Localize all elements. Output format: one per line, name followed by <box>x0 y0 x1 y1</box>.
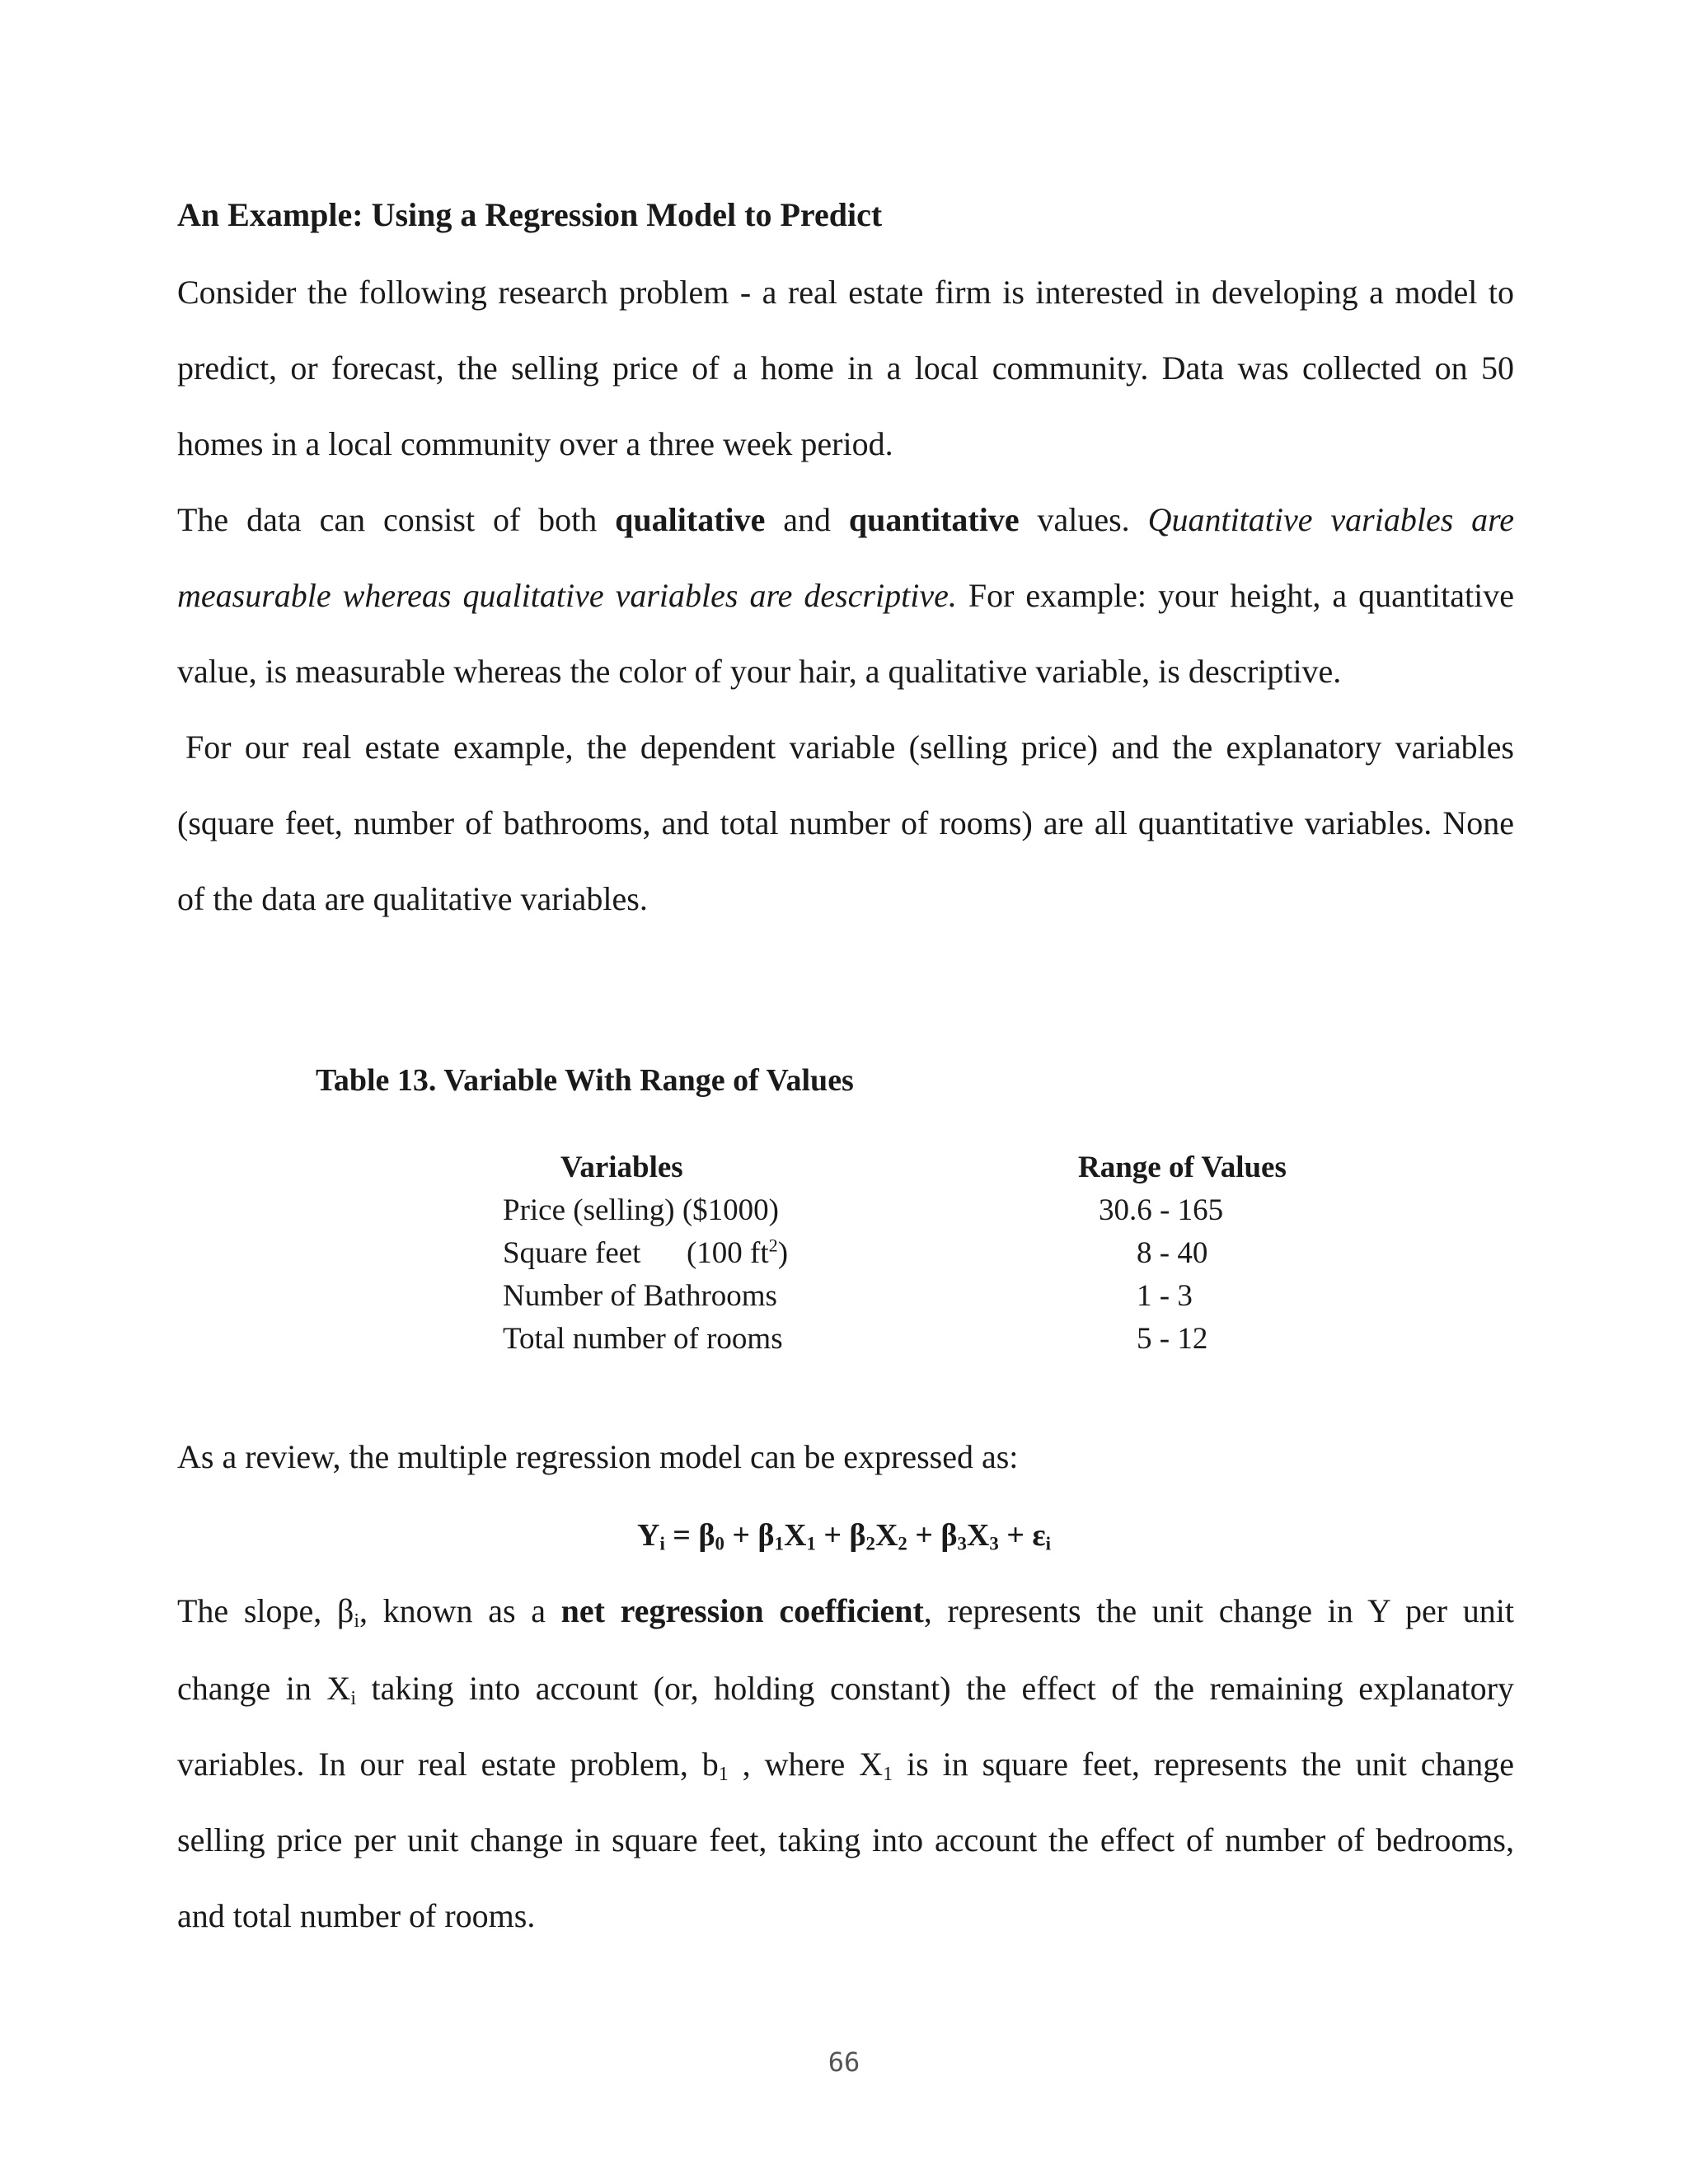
table-cell-range: 30.6 - 165 <box>1099 1193 1224 1227</box>
eq-sub: 2 <box>898 1533 907 1554</box>
eq-equals: = <box>664 1518 699 1553</box>
italic-definition: Quantitative variables are <box>1147 501 1514 538</box>
eq-sub: i <box>659 1533 665 1554</box>
text-run: is in square feet, represents the unit change <box>893 1746 1514 1783</box>
table-cell-range: 5 - 12 <box>1137 1322 1208 1356</box>
bold-term-qualitative: qualitative <box>615 501 766 538</box>
text-run: The slope, β <box>177 1592 354 1629</box>
table-caption: Table 13. Variable With Range of Values <box>316 1063 854 1098</box>
section-heading: An Example: Using a Regression Model to Predict <box>177 196 883 233</box>
eq-sub: 1 <box>774 1533 784 1554</box>
bold-term-net-regression-coefficient: net regression coefficient <box>560 1592 924 1629</box>
eq-x: X <box>783 1518 807 1553</box>
table-cell-range: 1 - 3 <box>1137 1279 1193 1313</box>
page-number: 66 <box>828 2046 860 2078</box>
regression-equation <box>0 1515 1688 1556</box>
eq-sub: 2 <box>865 1533 875 1554</box>
eq-plus: + <box>998 1518 1033 1553</box>
eq-x: X <box>966 1518 990 1553</box>
eq-beta: β <box>698 1518 715 1553</box>
eq-sub: 0 <box>715 1533 724 1554</box>
superscript: 2 <box>768 1235 778 1256</box>
paragraph-3-line-2: (square feet, number of bathrooms, and total number of rooms) are all quantitative variables. None <box>177 804 1514 841</box>
table-cell-range: 8 - 40 <box>1137 1236 1208 1270</box>
paragraph-2-line-3: value, is measurable whereas the color of your hair, a qualitative variable, is descriptive. <box>177 653 1342 690</box>
paragraph-2-line-2 <box>177 575 1514 616</box>
subscript: 1 <box>883 1764 893 1785</box>
eq-sub: 3 <box>957 1533 967 1554</box>
paragraph-1-line-3: homes in a local community over a three week period. <box>177 425 893 462</box>
subscript: 1 <box>718 1764 729 1785</box>
paragraph-4-line-5: and total number of rooms. <box>177 1897 536 1934</box>
subscript: i <box>350 1688 356 1709</box>
eq-sub: 3 <box>989 1533 999 1554</box>
eq-sub: i <box>1045 1533 1051 1554</box>
text-run: , known as a <box>359 1592 561 1629</box>
eq-x: X <box>874 1518 898 1553</box>
table-cell-variable: Price (selling) ($1000) <box>503 1193 779 1227</box>
text-run: , where X <box>728 1746 884 1783</box>
paragraph-1-line-1: Consider the following research problem - a real estate firm is interested in developing a model to <box>177 274 1514 311</box>
eq-beta: β <box>757 1518 775 1553</box>
paragraph-1-line-2: predict, or forecast, the selling price of a home in a local community. Data was collected on 50 <box>177 349 1514 387</box>
text-run: For example: your height, a quantitative <box>956 577 1514 614</box>
paragraph-4-line-3 <box>177 1744 1514 1785</box>
text-run: change in X <box>177 1670 351 1707</box>
text-run: values. <box>1019 501 1148 538</box>
review-sentence: As a review, the multiple regression model can be expressed as: <box>177 1438 1019 1475</box>
table-header-variables: Variables <box>560 1151 683 1184</box>
eq-sub: 1 <box>806 1533 816 1554</box>
eq-plus: + <box>907 1518 941 1553</box>
paragraph-3-line-3: of the data are qualitative variables. <box>177 880 648 917</box>
eq-y: Y <box>637 1518 660 1553</box>
italic-definition: measurable whereas qualitative variables are descriptive. <box>177 577 957 614</box>
table-cell-variable <box>503 1235 788 1272</box>
table-cell-variable: Number of Bathrooms <box>503 1279 777 1313</box>
text-run: The data can consist of both <box>177 501 616 538</box>
paragraph-4-line-4: selling price per unit change in square feet, taking into account the effect of number of bedrooms, <box>177 1821 1514 1858</box>
paragraph-2-line-1 <box>177 499 1514 541</box>
paragraph-3-line-1: For our real estate example, the dependent variable (selling price) and the explanatory variables <box>185 729 1514 766</box>
table-cell-variable: Total number of rooms <box>503 1322 783 1356</box>
text-run: taking into account (or, holding constant) the effect of the remaining explanatory <box>355 1670 1515 1707</box>
text-run: Square feet (100 ft <box>503 1236 769 1270</box>
eq-epsilon: ε <box>1032 1518 1046 1553</box>
text-run: ) <box>777 1236 789 1270</box>
text-run: and <box>765 501 849 538</box>
bold-term-quantitative: quantitative <box>848 501 1020 538</box>
eq-plus: + <box>815 1518 850 1553</box>
text-run: , represents the unit change in Y per unit <box>923 1592 1514 1629</box>
paragraph-4-line-1 <box>177 1591 1514 1632</box>
paragraph-4-line-2 <box>177 1668 1514 1709</box>
table-header-range: Range of Values <box>1078 1151 1287 1184</box>
eq-plus: + <box>724 1518 758 1553</box>
eq-beta: β <box>849 1518 866 1553</box>
text-run: variables. In our real estate problem, b <box>177 1746 719 1783</box>
subscript: i <box>354 1610 359 1632</box>
eq-beta: β <box>940 1518 958 1553</box>
